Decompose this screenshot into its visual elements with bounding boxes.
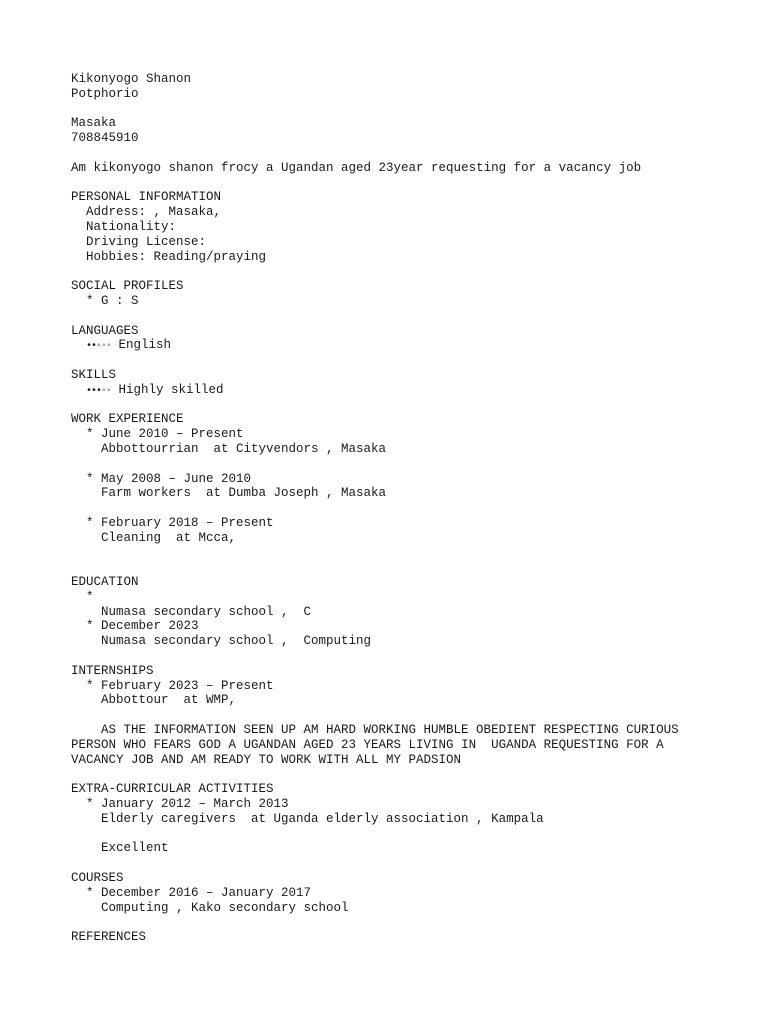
skill-item [71,383,731,398]
statement-line-2: PERSON WHO FEARS GOD A UGANDAN AGED 23 YEARS LIVING IN UGANDA REQUESTING FOR A [71,737,664,752]
courses-heading: COURSES [71,871,124,886]
city: Masaka [71,116,117,131]
activity-period: * January 2012 – March 2013 [86,797,289,812]
work-period: * June 2010 – Present [86,427,244,442]
phone: 708845910 [71,131,139,146]
activity-role: Elderly caregivers at Uganda elderly association , Kampala [101,811,544,826]
work-experience-heading: WORK EXPERIENCE [71,412,184,427]
internship-period: * February 2023 – Present [86,678,274,693]
social-profile-item: * G : S [86,293,139,308]
resume-document [71,72,731,945]
education-period: * December 2023 [86,619,199,634]
languages-heading: LANGUAGES [71,323,139,338]
education-school: Numasa secondary school , Computing [101,634,372,649]
education-heading: EDUCATION [71,575,139,590]
name-line-1: Kikonyogo Shanon [71,72,192,86]
work-role: Cleaning at Mcca, [101,530,237,545]
education-school: Numasa secondary school , C [101,604,312,619]
hobbies: Hobbies: Reading/praying [86,249,267,264]
statement-line-3: VACANCY JOB AND AM READY TO WORK WITH ALL MY PADSION [71,752,462,767]
address: Address: , Masaka, [86,205,222,220]
skills-heading: SKILLS [71,367,117,382]
internship-role: Abbottour at WMP, [101,693,237,708]
work-role: Farm workers at Dumba Joseph , Masaka [101,486,387,501]
skill-name: Highly skilled [111,382,224,397]
social-profiles-heading: SOCIAL PROFILES [71,279,184,294]
extra-curricular-heading: EXTRA-CURRICULAR ACTIVITIES [71,782,274,797]
skill-rating: •••◦◦ [86,385,112,397]
work-role: Abbottourrian at Cityvendors , Masaka [101,441,387,456]
language-name: English [111,338,172,353]
activity-note: Excellent [101,841,169,856]
summary: Am kikonyogo shanon frocy a Ugandan aged 23year requesting for a vacancy job [71,160,642,175]
personal-info-heading: PERSONAL INFORMATION [71,190,222,205]
work-period: * February 2018 – Present [86,515,274,530]
name-line-2: Potphorio [71,86,139,101]
nationality: Nationality: [86,219,177,234]
driving-license: Driving License: [86,234,207,249]
work-period: * May 2008 – June 2010 [86,471,252,486]
references-heading: REFERENCES [71,930,147,945]
course-name: Computing , Kako secondary school [101,900,349,915]
course-period: * December 2016 – January 2017 [86,885,312,900]
education-period: * [86,589,94,604]
internships-heading: INTERNSHIPS [71,663,154,678]
language-item [71,338,731,353]
language-rating: ••◦◦◦ [86,341,112,353]
statement-line-1: AS THE INFORMATION SEEN UP AM HARD WORKING HUMBLE OBEDIENT RESPECTING CURIOUS [101,723,679,738]
